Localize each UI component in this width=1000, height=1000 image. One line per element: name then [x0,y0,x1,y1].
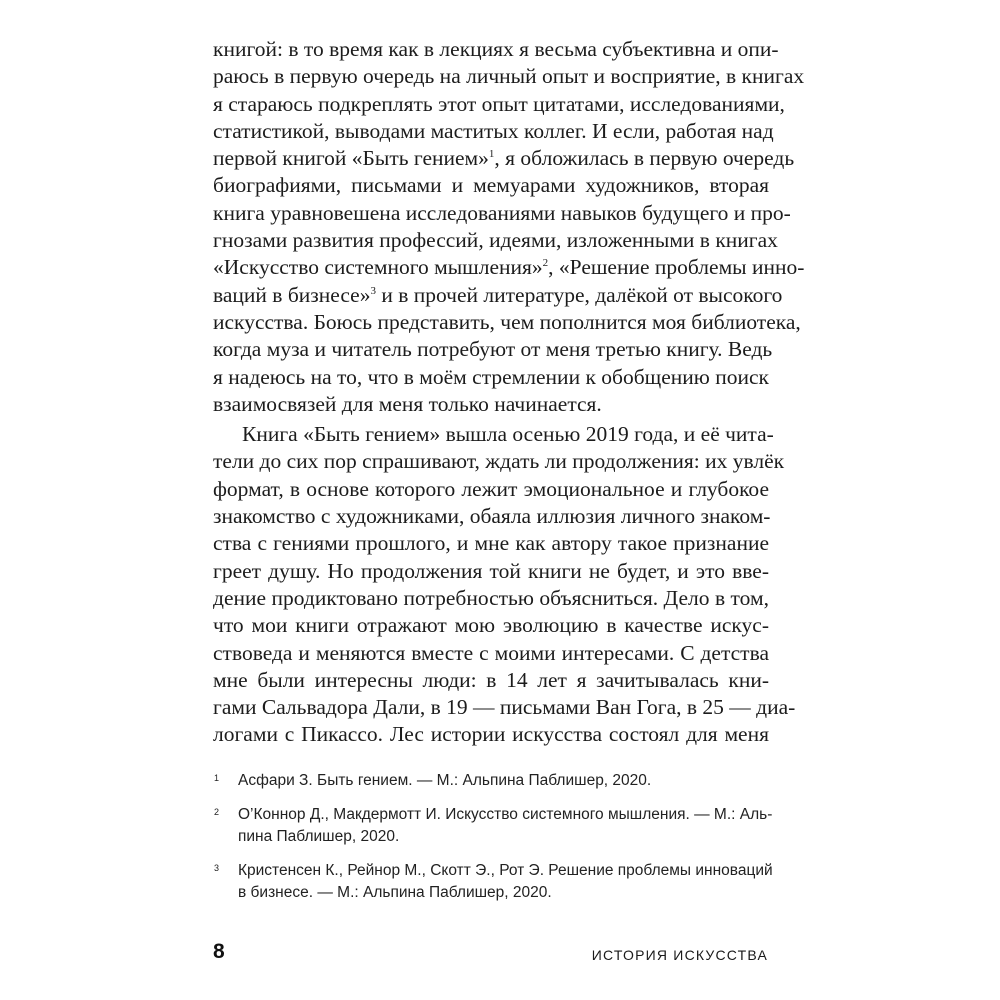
text-line: книга уравновешена исследованиями навыков будущего и про- [213,200,791,225]
text-line: когда муза и читатель потребуют от меня третью книгу. Ведь [213,337,773,362]
footnote-ref: 2 [542,257,549,270]
text-line: я надеюсь на то, что в моём стремлении к обобщению поиск [213,364,769,389]
text-line: формат, в основе которого лежит эмоциональное и глубокое [213,476,769,501]
footnote-number: 1 [214,773,220,783]
text-line [213,254,805,281]
footnote-number: 2 [214,807,220,817]
page-number: 8 [213,940,225,963]
text-fragment: ваций в бизнесе» [213,282,371,307]
footnote [213,770,769,792]
text-line: гами Сальвадора Дали, в 19 — письмами Ван Гога, в 25 — диа- [213,695,796,720]
footnote-text: пина Паблишер, 2020. [238,828,400,845]
text-line: взаимосвязей для меня только начинается. [213,391,602,416]
footnote-ref: 3 [370,284,376,297]
text-line: греет душу. Но продолжения той книги не будет, и это вве- [213,558,769,583]
footnote [213,860,773,904]
text-line: что мои книги отражают мою эволюцию в качестве искус- [213,613,769,638]
text-line: статистикой, выводами маститых коллег. И если, работая над [213,118,774,143]
footnote-text: О’Коннор Д., Макдермотт И. Искусство системного мышления. — М.: Аль- [238,806,773,823]
text-line: знакомство с художниками, обаяла иллюзия личного знаком- [213,504,771,529]
text-line: искусства. Боюсь представить, чем пополнится моя библиотека, [213,309,801,334]
text-fragment: первой книгой «Быть гением» [213,146,489,171]
text-line: логами с Пикассо. Лес истории искусства состоял для меня [213,722,769,747]
text-line: дение продиктовано потребностью объясниться. Дело в том, [213,585,769,610]
footnotes [213,770,773,916]
text-line: мне были интересны люди: в 14 лет я зачитывалась кни- [213,667,769,692]
text-line: книгой: в то время как в лекциях я весьма субъективна и опи- [213,37,779,61]
text-fragment: , «Решение проблемы инно- [548,255,805,280]
footnote-number: 3 [214,863,220,873]
text-line: биографиями, письмами и мемуарами художников, вторая [213,173,769,198]
footnote-text: Асфари З. Быть гением. — М.: Альпина Паблишер, 2020. [238,772,652,789]
text-line [213,145,795,172]
text-fragment: , я обложилась в первую очередь [494,146,795,171]
running-head: ИСТОРИЯ ИСКУССТВА [591,947,768,963]
text-line [213,282,783,309]
body-text [213,36,805,749]
footnote-ref: 1 [488,148,495,161]
text-fragment: и в прочей литературе, далёкой от высокого [375,282,783,307]
text-fragment: «Искусство системного мышления» [213,255,543,280]
text-line: я стараюсь подкреплять этот опыт цитатами, исследованиями, [213,91,785,116]
text-line: Книга «Быть гением» вышла осенью 2019 года, и её чита- [242,422,774,447]
text-line: тели до сих пор спрашивают, ждать ли продолжения: их увлёк [213,449,785,474]
text-line: гнозами развития профессий, идеями, изложенными в книгах [213,228,778,253]
footnote-text: в бизнесе. — М.: Альпина Паблишер, 2020. [238,884,552,901]
text-line: ствоведа и меняются вместе с моими интересами. С детства [213,640,769,665]
footnote-text: Кристенсен К., Рейнор М., Скотт Э., Рот Э. Решение проблемы инноваций [238,862,773,879]
text-line: раюсь в первую очередь на личный опыт и восприятие, в книгах [213,64,805,89]
footnote [213,804,773,848]
text-line: ства с гениями прошлого, и мне как автору такое признание [213,531,769,556]
